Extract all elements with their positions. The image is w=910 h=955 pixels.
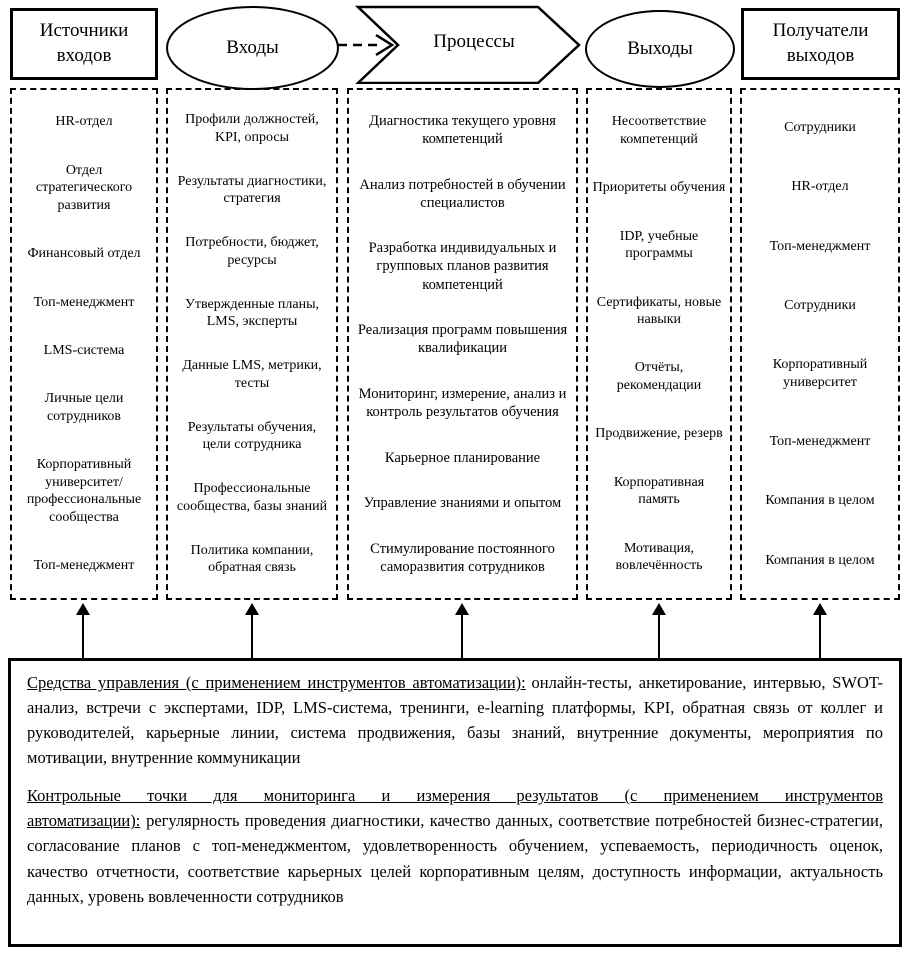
- list-item: HR-отдел: [791, 179, 849, 195]
- list-item: Компания в целом: [765, 493, 875, 509]
- up-arrow-icon: [454, 603, 470, 658]
- list-item: Результаты диагностики, стратегия: [177, 173, 327, 207]
- up-arrowhead-icon: [245, 603, 259, 615]
- up-arrow-icon: [244, 603, 260, 658]
- up-arrowhead-icon: [813, 603, 827, 615]
- list-item: LMS-система: [43, 342, 125, 358]
- list-item: Сотрудники: [784, 297, 856, 313]
- list-item: Отдел стратегического развития: [35, 162, 133, 213]
- column-sources-list: [10, 88, 158, 600]
- footer-controls-lead: Средства управления (с применением инструментов автоматизации):: [27, 673, 526, 692]
- header-inputs: [166, 6, 339, 90]
- list-item: Личные цели сотрудников: [44, 391, 124, 424]
- list-item: IDP, учебные программы: [619, 228, 699, 262]
- list-item: Сертификаты, новые навыки: [596, 294, 722, 328]
- list-item: Разработка индивидуальных и групповых планов развития компетенций: [368, 240, 557, 293]
- list-item: Диагностика текущего уровня компетенций: [369, 112, 556, 147]
- header-inputs-label: Входы: [226, 37, 279, 58]
- footer-checkpoints-lead: Контрольные точки для мониторинга и измерения результатов (с применением инструментов автоматизации):: [27, 786, 883, 831]
- up-arrow-shaft: [461, 615, 463, 658]
- up-arrow-shaft: [251, 615, 253, 658]
- up-arrow-shaft: [658, 615, 660, 658]
- list-item: Анализ потребностей в обучении специалистов: [359, 176, 566, 211]
- header-sources-label: Источники входов: [39, 20, 129, 66]
- list-item: Мониторинг, измерение, анализ и контроль результатов обучения: [358, 385, 567, 421]
- header-outputs: [585, 10, 735, 88]
- up-arrow-icon: [651, 603, 667, 658]
- up-arrow-shaft: [819, 615, 821, 658]
- list-item: Утвержденные планы, LMS, эксперты: [185, 296, 319, 330]
- list-item: Топ-менеджмент: [769, 433, 871, 449]
- header-sources: [10, 8, 158, 80]
- list-item: Управление знаниями и опытом: [363, 495, 562, 512]
- list-item: Несоответствие компетенций: [611, 114, 707, 147]
- footer-paragraph-controls: [27, 670, 883, 770]
- list-item: Профили должностей, KPI, опросы: [185, 112, 319, 145]
- header-processes-label: Процессы: [433, 31, 515, 52]
- column-inputs-list: [166, 88, 338, 600]
- list-item: Потребности, бюджет, ресурсы: [185, 235, 319, 268]
- list-item: Топ-менеджмент: [33, 294, 135, 310]
- list-item: Продвижение, резерв: [595, 426, 723, 442]
- up-arrowhead-icon: [652, 603, 666, 615]
- list-item: Профессиональные сообщества, базы знаний: [176, 481, 328, 514]
- list-item: Сотрудники: [784, 119, 856, 135]
- list-item: Политика компании, обратная связь: [190, 542, 314, 576]
- up-arrow-shaft: [82, 615, 84, 658]
- list-item: Карьерное планирование: [384, 449, 541, 466]
- up-arrowhead-icon: [76, 603, 90, 615]
- up-arrow-icon: [75, 603, 91, 658]
- column-processes-list: [347, 88, 578, 600]
- list-item: Топ-менеджмент: [33, 558, 135, 574]
- footer-controls-body: онлайн-тесты, анкетирование, интервью, SWOT-анализ, встречи с экспертами, IDP, LMS-система, тренинги, e-learning платформы, KPI, обратная связь от коллег и руководителей, карьерные линии, система продвижения, базы знаний, внутренние документы, мероприятия по мотивации, внутренние коммуникации: [27, 673, 883, 768]
- header-outputs-label: Выходы: [627, 38, 693, 59]
- list-item: Отчёты, рекомендации: [616, 360, 702, 393]
- list-item: Результаты обучения, цели сотрудника: [187, 419, 317, 453]
- footer-checkpoints-body: регулярность проведения диагностики, качество данных, соответствие потребностей бизнес-стратегии, согласование планов с топ-менеджментом, удовлетворенность обучением, успеваемость, периодичность оценок, качество отчетности, соответствие карьерных целей корпоративным целям, доступность информации, актуальность данных, уровень вовлеченности сотрудников: [27, 811, 883, 906]
- list-item: Финансовый отдел: [27, 246, 141, 262]
- list-item: Данные LMS, метрики, тесты: [182, 358, 322, 391]
- column-outputs-list: [586, 88, 732, 600]
- list-item: Топ-менеджмент: [769, 238, 871, 254]
- header-recipients: [741, 8, 900, 80]
- list-item: Реализация программ повышения квалификации: [357, 322, 568, 357]
- list-item: Корпоративный университет: [772, 357, 868, 390]
- list-item: Корпоративная память: [613, 474, 705, 508]
- list-item: HR-отдел: [55, 114, 113, 130]
- list-item: Корпоративный университет/ профессиональные сообщества: [26, 457, 142, 525]
- footer-paragraph-checkpoints: [27, 783, 883, 908]
- footer-note: [8, 658, 902, 947]
- list-item: Приоритеты обучения: [592, 180, 726, 196]
- list-item: Стимулирование постоянного саморазвития сотрудников: [370, 540, 555, 576]
- column-recipients-list: [740, 88, 900, 600]
- header-recipients-label: Получатели выходов: [772, 20, 869, 66]
- up-arrow-icon: [812, 603, 828, 658]
- list-item: Мотивация, вовлечённость: [615, 540, 703, 574]
- up-arrowhead-icon: [455, 603, 469, 615]
- list-item: Компания в целом: [765, 552, 875, 568]
